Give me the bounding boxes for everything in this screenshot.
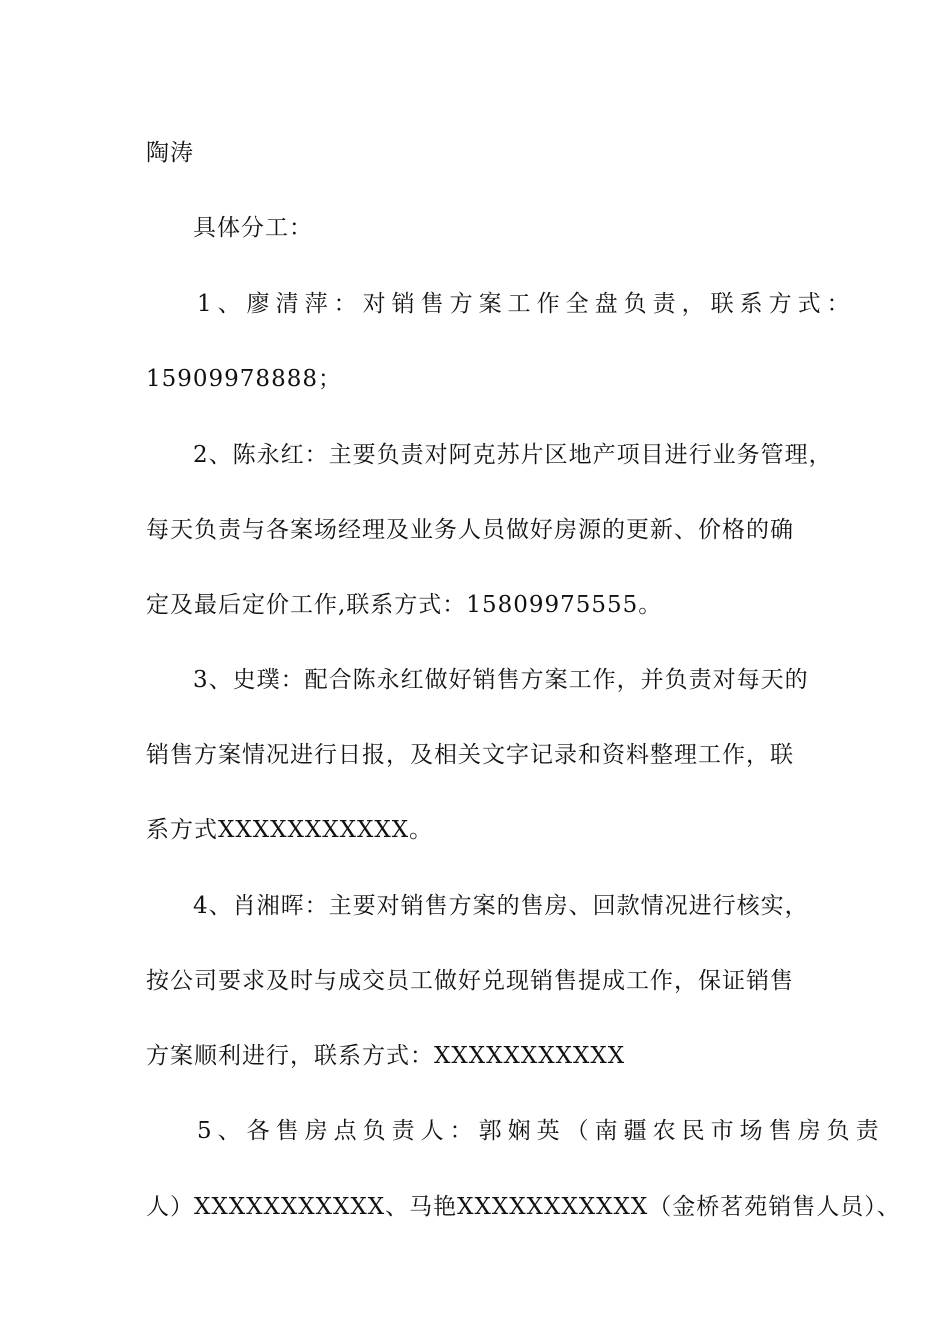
item5-line1: 5、各售房点负责人：郭娴英（南疆农民市场售房负责 <box>197 1118 885 1144</box>
item3-line2: 销售方案情况进行日报，及相关文字记录和资料整理工作，联 <box>146 742 794 768</box>
item2-line3: 定及最后定价工作,联系方式：15809975555。 <box>146 592 663 618</box>
item3-line1: 3、史璞：配合陈永红做好销售方案工作，并负责对每天的 <box>193 667 809 693</box>
section-heading: 具体分工： <box>193 215 313 241</box>
item5-line2: 人）XXXXXXXXXXX、马艳XXXXXXXXXXX（金桥茗苑销售人员）、 <box>146 1194 901 1220</box>
item4-line1: 4、肖湘晖：主要对销售方案的售房、回款情况进行核实， <box>193 893 809 919</box>
item2-line1: 2、陈永红：主要负责对阿克苏片区地产项目进行业务管理， <box>193 442 833 468</box>
item2-line2: 每天负责与各案场经理及业务人员做好房源的更新、价格的确 <box>146 517 794 543</box>
item4-line3: 方案顺利进行，联系方式：XXXXXXXXXXX <box>146 1043 626 1069</box>
item3-line3: 系方式XXXXXXXXXXX。 <box>146 817 434 843</box>
name-line: 陶涛 <box>146 140 194 166</box>
item1-line2: 15909978888； <box>146 366 342 392</box>
item1-line1: 1、廖清萍：对销售方案工作全盘负责，联系方式： <box>197 291 856 317</box>
item4-line2: 按公司要求及时与成交员工做好兑现销售提成工作，保证销售 <box>146 968 794 994</box>
